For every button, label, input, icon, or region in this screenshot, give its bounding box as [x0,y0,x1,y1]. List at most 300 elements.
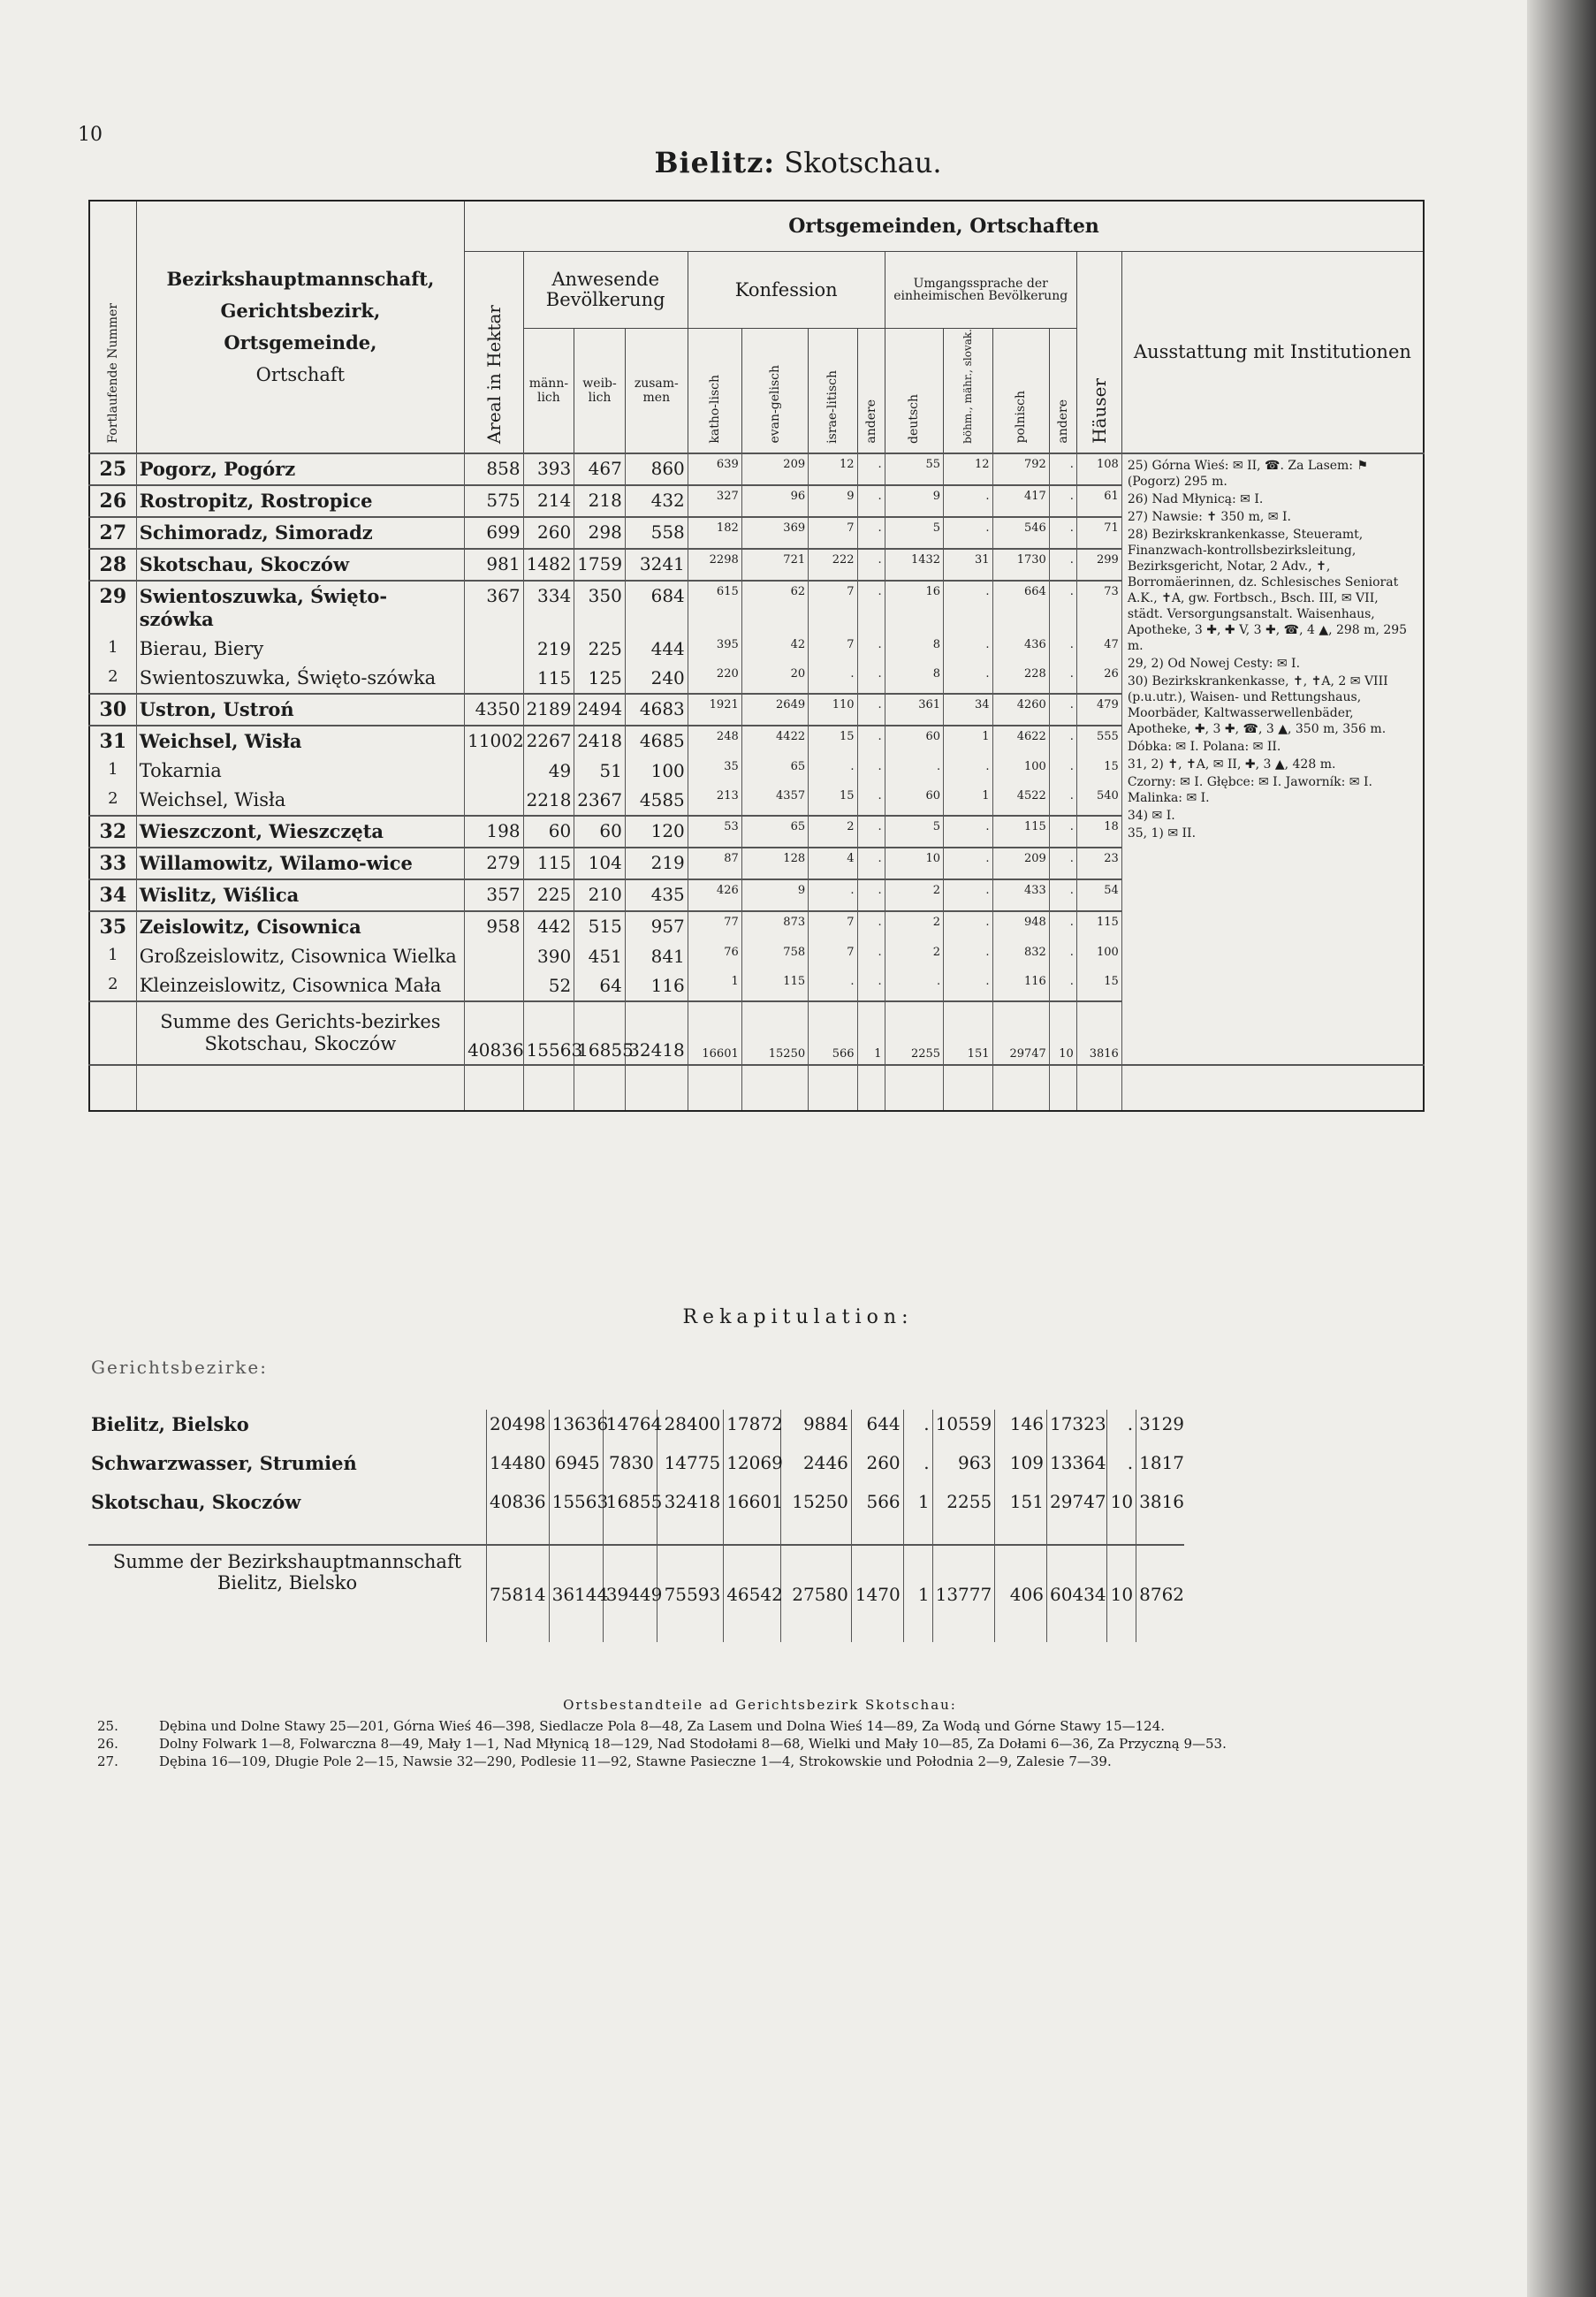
cell-h: 555 [1076,726,1121,757]
cell-pol: 209 [992,848,1049,879]
cell-kath: 76 [688,942,741,971]
cell-lo: . [1049,786,1076,816]
recap-pol: 29747 [1046,1487,1106,1526]
cell-w: 2367 [574,786,626,816]
row-name-text: Skotschau, Skoczów [139,552,350,575]
col-total: zusam-men [625,329,688,453]
recap-total-label: Summe der Bezirkshauptmannschaft Bielitz, Bielsko [88,1545,487,1642]
cell-h: 299 [1076,549,1121,581]
cell-pol: 948 [992,911,1049,942]
cell-de: 5 [885,816,944,848]
cell-boh: . [944,517,992,549]
row-name [136,694,464,726]
cell-w: 218 [574,485,626,517]
recap-title: Rekapitulation: [682,1306,914,1328]
cell-area: 575 [465,485,524,517]
row-number: 2 [89,786,136,816]
cell-w: 2494 [574,694,626,726]
recap-name: Skotschau, Skoczów [91,1491,301,1513]
cell-lo: . [1049,911,1076,942]
cell-lo: . [1049,453,1076,485]
group-population: Anwesende Bevölkerung [523,252,688,329]
cell-w: 64 [574,971,626,1001]
blank-cell [885,1065,944,1111]
equipment-note: Czorny: ✉ I. Głębce: ✉ I. Jaworník: ✉ I. Malinka: ✉ I. [1127,774,1372,805]
footnote-key: 27. [97,1753,118,1769]
cell-pol: 116 [992,971,1049,1001]
recap-boh: 151 [995,1487,1047,1526]
cell-evan: 4422 [741,726,808,757]
row-name [136,879,464,911]
row-name [136,726,464,757]
cell-boh: . [944,879,992,911]
col-equipment: Ausstattung mit Institutionen [1121,252,1424,453]
recap-isr: 260 [851,1449,903,1487]
row-name-text: Wieszczont, Wieszczęta [139,819,384,842]
table-row [89,453,1424,485]
cell-m: 214 [523,485,574,517]
cell-de: 2 [885,911,944,942]
recap-total-de: 13777 [932,1545,995,1642]
equipment-cell [1121,453,1424,1065]
cell-pol: 1730 [992,549,1049,581]
cell-kath: 87 [688,848,741,879]
cell-h: 71 [1076,517,1121,549]
cell-area: 279 [465,848,524,879]
cell-boh: 34 [944,694,992,726]
cell-kath: 1 [688,971,741,1001]
footnote-key: 26. [97,1736,118,1752]
blank-cell [944,1065,992,1111]
row-number: 26 [89,485,136,517]
cell-t: 4585 [625,786,688,816]
cell-m: 1482 [523,549,574,581]
col-male: männ-lich [523,329,574,453]
gap-cell [932,1526,995,1545]
cell-area: 11002 [465,726,524,757]
equipment-note: Dóbka: ✉ I. Polana: ✉ II. [1127,739,1281,754]
recap-area: 40836 [487,1487,550,1526]
col-running-number: Fortlaufende Nummer [89,201,136,453]
row-number: 29 [89,581,136,635]
cell-h: 23 [1076,848,1121,879]
cell-h: 15 [1076,757,1121,786]
row-name-text: Rostropitz, Rostropice [139,489,373,512]
cell-area: 958 [465,911,524,942]
row-number: 25 [89,453,136,485]
cell-area: 357 [465,879,524,911]
cell-isr: 7 [809,911,857,942]
recap-total-and: 1 [903,1545,932,1642]
footnote-key: 25. [97,1718,118,1734]
row-name-text: Pogorz, Pogórz [139,457,296,480]
row-number: 30 [89,694,136,726]
row-number: 2 [89,971,136,1001]
row-name-text: Weichsel, Wisła [139,788,286,810]
cell-and: . [857,694,885,726]
row-number: 33 [89,848,136,879]
cell-lo: . [1049,971,1076,1001]
row-name [136,549,464,581]
blank-cell [1121,1065,1424,1111]
recap-t: 28400 [657,1410,723,1449]
cell-t: 841 [625,942,688,971]
recap-row [88,1449,1184,1487]
row-number: 32 [89,816,136,848]
recap-m: 6945 [549,1449,603,1487]
recap-total-t: 75593 [657,1545,723,1642]
cell-de: 1432 [885,549,944,581]
cell-area [465,786,524,816]
recap-kath: 12069 [724,1449,781,1487]
gap-cell [549,1526,603,1545]
page-number: 10 [78,124,103,146]
blank-cell [574,1065,626,1111]
cell-boh: . [944,635,992,664]
cell-area: 858 [465,453,524,485]
cell-lo: . [1049,848,1076,879]
cell-pol: 4260 [992,694,1049,726]
cell-pol: 433 [992,879,1049,911]
cell-de: . [885,757,944,786]
cell-m: 390 [523,942,574,971]
cell-evan: 42 [741,635,808,664]
cell-pol: 417 [992,485,1049,517]
cell-m: 2189 [523,694,574,726]
recap-total-pol: 60434 [1046,1545,1106,1642]
cell-t: 435 [625,879,688,911]
equipment-note: 35, 1) ✉ II. [1127,825,1197,840]
recap-de: 10559 [932,1410,995,1449]
cell-kath: 1921 [688,694,741,726]
sum-boh: 151 [944,1001,992,1065]
gap-cell [995,1526,1047,1545]
gap-cell [1046,1526,1106,1545]
recap-lo: 10 [1107,1487,1136,1526]
cell-t: 100 [625,757,688,786]
cell-lo: . [1049,635,1076,664]
cell-pol: 436 [992,635,1049,664]
recap-lo: . [1107,1410,1136,1449]
sum-w: 16855 [574,1001,626,1065]
col-area: Areal in Hektar [465,252,524,453]
cell-kath: 639 [688,453,741,485]
cell-h: 540 [1076,786,1121,816]
recap-total-w: 39449 [603,1545,657,1642]
cell-and: . [857,971,885,1001]
recap-t: 32418 [657,1487,723,1526]
cell-lo: . [1049,581,1076,635]
recap-h: 3816 [1136,1487,1184,1526]
cell-boh: . [944,911,992,942]
equipment-note: 26) Nad Młynicą: ✉ I. [1127,491,1264,506]
gap-cell [724,1526,781,1545]
group-confession: Konfession [688,252,885,329]
blank-cell [741,1065,808,1111]
recap-evan: 15250 [780,1487,851,1526]
cell-m: 225 [523,879,574,911]
gap-cell [88,1526,487,1545]
recap-kath: 17872 [724,1410,781,1449]
sum-evan: 15250 [741,1001,808,1065]
sum-spacer [89,1001,136,1065]
cell-t: 3241 [625,549,688,581]
cell-evan: 128 [741,848,808,879]
col-catholic: katho-lisch [688,329,741,453]
group-language: Umgangssprache der einheimischen Bevölkerung [885,252,1076,329]
recap-and: . [903,1410,932,1449]
cell-t: 684 [625,581,688,635]
equipment-note: 28) Bezirkskrankenkasse, Steueramt, Finanzwach-kontrollsbezirksleitung, Bezirksgericht, Notar, 2 Adv., ✝, Borromäerinnen, dz. Schlesisches Seniorat A.K., ✝A, gw. Fortbsch., Bsch. III, ✉ VII, städt. Versorgungsanstalt. Waisenhaus, Apotheke, 3 ✚, ✚ V, 3 ✚, ☎, 4 ▲, 298 m, 295 m. [1127,527,1408,653]
cell-area: 198 [465,816,524,848]
recap-row [88,1487,1184,1526]
cell-area [465,635,524,664]
cell-t: 116 [625,971,688,1001]
cell-t: 240 [625,664,688,694]
row-number: 31 [89,726,136,757]
gap-cell [851,1526,903,1545]
recap-total-kath: 46542 [724,1545,781,1642]
cell-evan: 20 [741,664,808,694]
cell-lo: . [1049,517,1076,549]
row-name-text: Willamowitz, Wilamo-wice [139,851,413,874]
cell-isr: . [809,757,857,786]
cell-boh: . [944,485,992,517]
cell-lo: . [1049,664,1076,694]
cell-w: 298 [574,517,626,549]
col-czech: böhm., mähr., slovak. [944,329,992,453]
recap-boh: 146 [995,1410,1047,1449]
group-main-header: Ortsgemeinden, Ortschaften [465,201,1424,252]
cell-and: . [857,786,885,816]
cell-m: 219 [523,635,574,664]
cell-and: . [857,635,885,664]
equipment-note: 25) Górna Wieś: ✉ II, ☎. Za Lasem: ⚑ (Pogorz) 295 m. [1127,458,1369,489]
cell-m: 442 [523,911,574,942]
cell-evan: 65 [741,816,808,848]
cell-isr: . [809,971,857,1001]
cell-area: 4350 [465,694,524,726]
cell-and: . [857,485,885,517]
cell-and: . [857,664,885,694]
cell-pol: 546 [992,517,1049,549]
page-title-rest: Skotschau. [784,146,942,179]
gap-cell [487,1526,550,1545]
row-number: 1 [89,635,136,664]
cell-m: 260 [523,517,574,549]
recap-isr: 644 [851,1410,903,1449]
recap-table [88,1357,1184,1642]
row-number: 1 [89,757,136,786]
recap-isr: 566 [851,1487,903,1526]
cell-lo: . [1049,549,1076,581]
recap-w: 14764 [603,1410,657,1449]
row-name [136,635,464,664]
cell-isr: 15 [809,726,857,757]
row-name [136,911,464,942]
blank-cell [688,1065,741,1111]
cell-evan: 65 [741,757,808,786]
cell-and: . [857,517,885,549]
cell-kath: 182 [688,517,741,549]
cell-isr: 7 [809,581,857,635]
cell-h: 115 [1076,911,1121,942]
recap-w: 7830 [603,1449,657,1487]
cell-t: 120 [625,816,688,848]
equipment-note: 30) Bezirkskrankenkasse, ✝, ✝A, 2 ✉ VIII (p.u.utr.), Waisen- und Rettungshaus, Moorbäder, Kaltwasserwellenbäder, Apotheke, ✚, 3 ✚, ☎, 3 ▲, 350 m, 356 m. [1127,673,1388,736]
sum-isr: 566 [809,1001,857,1065]
cell-de: 9 [885,485,944,517]
cell-t: 957 [625,911,688,942]
cell-boh: . [944,971,992,1001]
cell-m: 52 [523,971,574,1001]
cell-area: 981 [465,549,524,581]
cell-evan: 2649 [741,694,808,726]
cell-de: 5 [885,517,944,549]
cell-boh: . [944,816,992,848]
cell-lo: . [1049,942,1076,971]
cell-isr: 12 [809,453,857,485]
blank-cell [992,1065,1049,1111]
cell-evan: 115 [741,971,808,1001]
cell-kath: 395 [688,635,741,664]
cell-h: 47 [1076,635,1121,664]
cell-boh: . [944,942,992,971]
recap-t: 14775 [657,1449,723,1487]
cell-isr: 7 [809,635,857,664]
cell-kath: 220 [688,664,741,694]
cell-and: . [857,549,885,581]
cell-w: 225 [574,635,626,664]
cell-m: 2218 [523,786,574,816]
blank-cell [1049,1065,1076,1111]
footnote [97,1736,1423,1752]
sum-t: 32418 [625,1001,688,1065]
cell-boh: . [944,664,992,694]
cell-evan: 209 [741,453,808,485]
cell-t: 444 [625,635,688,664]
scan-edge [1527,0,1596,2297]
recap-gap [88,1526,1184,1545]
cell-kath: 53 [688,816,741,848]
cell-boh: 1 [944,726,992,757]
recap-total-boh: 406 [995,1545,1047,1642]
cell-area [465,757,524,786]
row-name-text: Swientoszuwka, Święto-szówka [139,584,388,630]
cell-h: 61 [1076,485,1121,517]
row-name-text: Tokarnia [139,759,222,781]
cell-t: 219 [625,848,688,879]
page-title [0,146,1596,179]
cell-de: . [885,971,944,1001]
recap-total-m: 36144 [549,1545,603,1642]
row-name-text: Ustron, Ustroń [139,697,294,720]
cell-t: 432 [625,485,688,517]
cell-boh: 12 [944,453,992,485]
cell-w: 451 [574,942,626,971]
sum-h: 3816 [1076,1001,1121,1065]
cell-w: 210 [574,879,626,911]
cell-h: 18 [1076,816,1121,848]
equipment-note: 29, 2) Od Nowej Cesty: ✉ I. [1127,656,1301,671]
row-name [136,453,464,485]
cell-kath: 35 [688,757,741,786]
recap-h: 1817 [1136,1449,1184,1487]
cell-de: 2 [885,942,944,971]
cell-de: 8 [885,664,944,694]
row-name-text: Großzeislowitz, Cisownica Wielka [139,945,457,967]
blank-cell [89,1065,136,1111]
row-name-text: Wislitz, Wiślica [139,883,300,906]
cell-isr: 4 [809,848,857,879]
cell-boh: 31 [944,549,992,581]
cell-area [465,971,524,1001]
cell-and: . [857,581,885,635]
row-name-text: Swientoszuwka, Święto-szówka [139,666,437,688]
cell-lo: . [1049,726,1076,757]
row-number: 28 [89,549,136,581]
row-number: 34 [89,879,136,911]
recap-lo: . [1107,1449,1136,1487]
equipment-note: 34) ✉ I. [1127,808,1175,823]
row-name [136,816,464,848]
cell-isr: 2 [809,816,857,848]
cell-lo: . [1049,694,1076,726]
equipment-note: 31, 2) ✝, ✝A, ✉ II, ✚, 3 ▲, 428 m. [1127,757,1336,772]
gap-cell [603,1526,657,1545]
statistics-table [88,200,1425,1112]
cell-de: 361 [885,694,944,726]
blank-cell [136,1065,464,1111]
cell-area: 699 [465,517,524,549]
col-female: weib-lich [574,329,626,453]
row-name [136,971,464,1001]
cell-h: 73 [1076,581,1121,635]
recap-pol: 13364 [1046,1449,1106,1487]
cell-m: 334 [523,581,574,635]
cell-t: 4685 [625,726,688,757]
cell-and: . [857,757,885,786]
row-name [136,942,464,971]
gap-cell [903,1526,932,1545]
cell-kath: 615 [688,581,741,635]
recap-total-isr: 1470 [851,1545,903,1642]
blank-cell [465,1065,524,1111]
cell-de: 60 [885,726,944,757]
recap-total-h: 8762 [1136,1545,1184,1642]
row-name [136,485,464,517]
cell-evan: 96 [741,485,808,517]
gap-cell [1136,1526,1184,1545]
cell-h: 54 [1076,879,1121,911]
cell-area [465,942,524,971]
cell-isr: 15 [809,786,857,816]
footnote-text: Dębina 16—109, Długie Pole 2—15, Nawsie 32—290, Podlesie 11—92, Stawne Pasieczne 1—4, Strokowskie und Połodnia 2—9, Zalesie 7—39. [159,1753,1112,1769]
blank-cell [1076,1065,1121,1111]
cell-m: 393 [523,453,574,485]
sum-de: 2255 [885,1001,944,1065]
recap-evan: 9884 [780,1410,851,1449]
cell-pol: 4622 [992,726,1049,757]
footnote-text: Dębina und Dolne Stawy 25—201, Górna Wieś 46—398, Siedlacze Pola 8—48, Za Lasem und Dolna Wieś 14—89, Za Wodą und Górne Stawy 15—124. [159,1718,1166,1734]
row-name [136,786,464,816]
gap-cell [780,1526,851,1545]
cell-de: 2 [885,879,944,911]
recap-and: 1 [903,1487,932,1526]
cell-pol: 832 [992,942,1049,971]
cell-kath: 213 [688,786,741,816]
row-name-text: Weichsel, Wisła [139,729,302,752]
